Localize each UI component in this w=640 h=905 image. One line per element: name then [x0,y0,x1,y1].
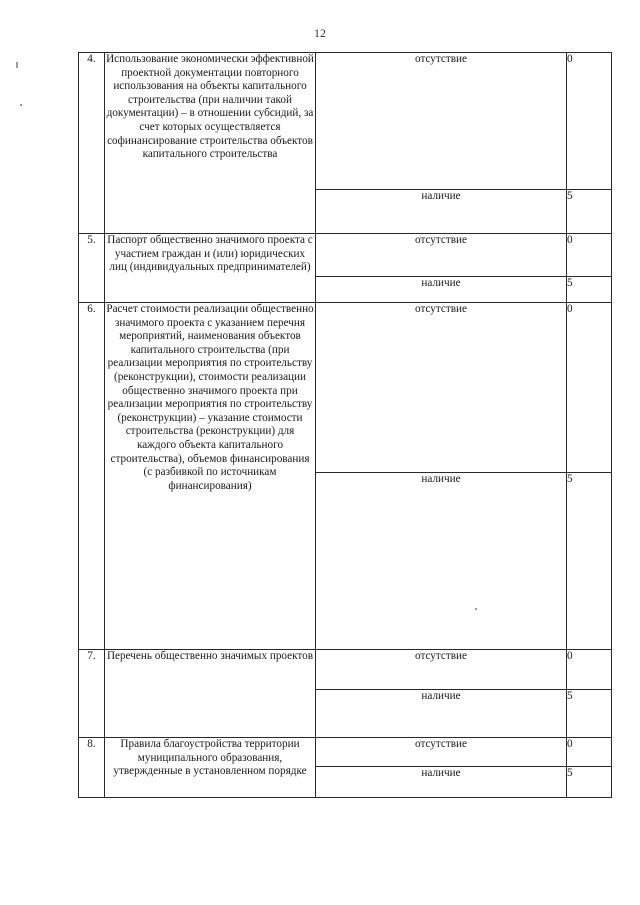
criterion-score: 0 [567,234,612,277]
row-number: 6. [79,303,105,650]
table-row [79,738,612,767]
criterion-name: Использование экономически эффективной проектной документации повторного использования на объекты капитального строительства (при наличии такой документации) – в отношении субсидий, за счет которых осуществляется софинансирование строительства объектов капитального строительства [105,53,316,234]
scan-artifact [475,608,477,610]
criterion-value: отсутствие [316,738,567,767]
scan-artifact [16,62,18,68]
criterion-score: 0 [567,738,612,767]
table-row [79,234,612,277]
criterion-score: 5 [567,767,612,798]
row-number: 4. [79,53,105,234]
criterion-value: наличие [316,473,567,650]
row-number: 8. [79,738,105,798]
criterion-value: наличие [316,767,567,798]
criterion-value: наличие [316,690,567,738]
criterion-name: Правила благоустройства территории муниципального образования, утвержденные в установленном порядке [105,738,316,798]
criterion-value: отсутствие [316,234,567,277]
criterion-value: наличие [316,190,567,234]
criterion-score: 5 [567,277,612,303]
criterion-score: 0 [567,53,612,190]
row-number: 5. [79,234,105,303]
table-row [79,650,612,690]
criterion-score: 0 [567,303,612,473]
criterion-score: 0 [567,650,612,690]
criterion-name: Перечень общественно значимых проектов [105,650,316,738]
criterion-name: Расчет стоимости реализации общественно значимого проекта с указанием перечня мероприятий, наименования объектов капитального строительства (при реализации мероприятия по строительству (реконструкции), стоимости реализации общественно значимого проекта при реализации мероприятия по строительству (реконструкции) – указание стоимости строительства (реконструкции) для каждого объекта капитального строительства), объемов финансирования (с разбивкой по источникам финансирования) [105,303,316,650]
criterion-value: отсутствие [316,650,567,690]
criteria-table [78,52,612,798]
criterion-name: Паспорт общественно значимого проекта с участием граждан и (или) юридических лиц (индивидуальных предпринимателей) [105,234,316,303]
scan-artifact [20,104,22,106]
criterion-value: отсутствие [316,303,567,473]
criterion-score: 5 [567,190,612,234]
page-number: 12 [314,26,326,40]
criterion-value: отсутствие [316,53,567,190]
criterion-value: наличие [316,277,567,303]
table-row [79,53,612,190]
row-number: 7. [79,650,105,738]
criterion-score: 5 [567,690,612,738]
criterion-score: 5 [567,473,612,650]
table-row [79,303,612,473]
